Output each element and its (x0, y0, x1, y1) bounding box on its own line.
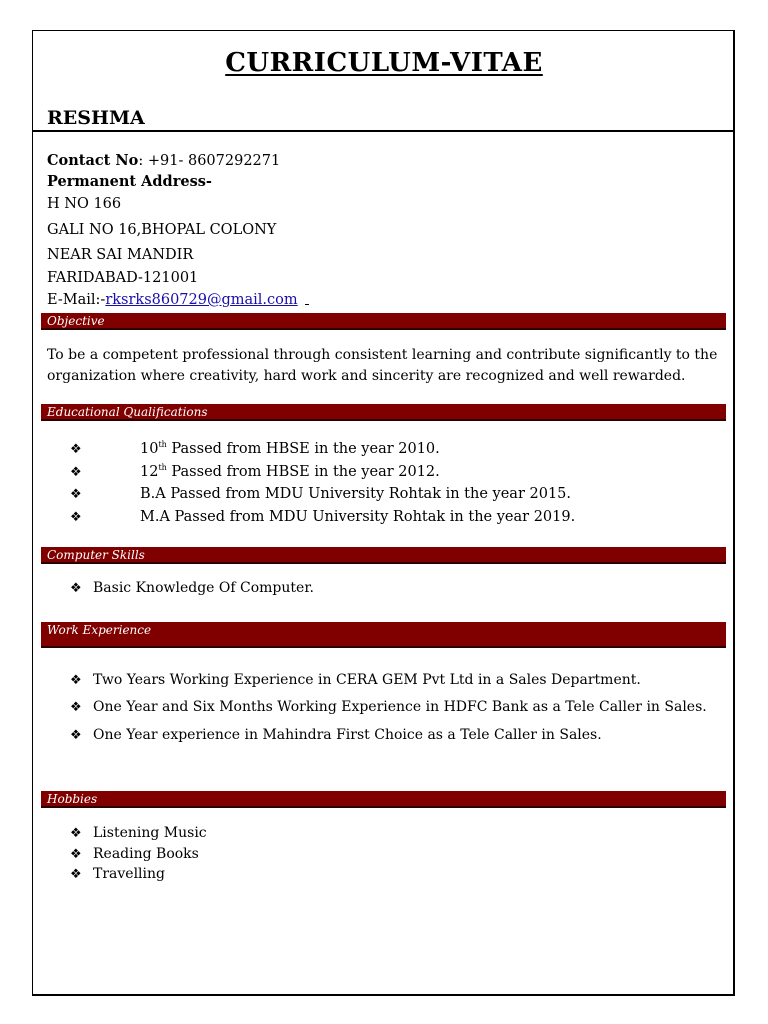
bullet-icon: ❖ (70, 441, 82, 457)
bullet-icon: ❖ (70, 700, 82, 715)
bullet-icon: ❖ (70, 510, 82, 525)
hobby-item: ❖ Listening Music (70, 825, 207, 841)
bullet-icon: ❖ (70, 847, 82, 862)
bullet-icon: ❖ (70, 728, 82, 743)
bullet-icon: ❖ (70, 673, 82, 688)
bullet-icon: ❖ (70, 867, 82, 882)
bullet-icon: ❖ (70, 464, 82, 480)
address-line: FARIDABAD-121001 (47, 270, 199, 286)
section-heading: Hobbies (47, 792, 98, 806)
contact-phone (47, 152, 280, 170)
section-heading: Work Experience (47, 623, 152, 637)
section-bar-objective (41, 313, 726, 330)
education-item: ❖ 12th Passed from HBSE in the year 2012. (70, 463, 440, 480)
section-bar-hobbies (41, 791, 726, 808)
section-heading: Computer Skills (47, 548, 145, 562)
bullet-icon: ❖ (70, 581, 82, 596)
section-bar-work-experience (41, 622, 726, 648)
address-label: Permanent Address- (47, 173, 212, 190)
objective-text: To be a competent professional through consistent learning and contribute significantly to the organization where creativity, hard work and sincerity are recognized and well rewarded. (47, 347, 718, 384)
text-cursor-mark (305, 304, 309, 305)
email-label: E-Mail:- (47, 292, 106, 308)
education-item: ❖ 10th Passed from HBSE in the year 2010. (70, 440, 440, 457)
section-bar-education (41, 404, 726, 421)
section-bar-computer-skills (41, 547, 726, 564)
bullet-icon: ❖ (70, 487, 82, 502)
phone-value: : +91- 8607292271 (138, 153, 281, 169)
document-title: CURRICULUM-VITAE (225, 48, 543, 78)
education-item: ❖ B.A Passed from MDU University Rohtak in the year 2015. (70, 486, 572, 502)
address-line: GALI NO 16,BHOPAL COLONY (47, 222, 277, 238)
bullet-icon: ❖ (70, 826, 82, 841)
work-item: ❖ One Year and Six Months Working Experience in HDFC Bank as a Tele Caller in Sales. (70, 699, 707, 715)
section-heading: Educational Qualifications (47, 405, 208, 419)
section-heading: Objective (47, 314, 105, 328)
name-divider (33, 130, 733, 132)
candidate-name: RESHMA (47, 107, 145, 129)
hobby-item: ❖ Reading Books (70, 846, 199, 862)
skill-item: ❖ Basic Knowledge Of Computer. (70, 580, 314, 596)
work-item: ❖ One Year experience in Mahindra First Choice as a Tele Caller in Sales. (70, 727, 602, 743)
address-line: H NO 166 (47, 196, 122, 212)
phone-label: Contact No (47, 152, 139, 169)
address-line: NEAR SAI MANDIR (47, 247, 194, 263)
email-link[interactable]: rksrks860729@gmail.com (105, 292, 298, 308)
hobby-item: ❖ Travelling (70, 866, 165, 882)
contact-email (47, 291, 298, 309)
work-item: ❖ Two Years Working Experience in CERA GEM Pvt Ltd in a Sales Department. (70, 672, 641, 688)
education-item: ❖ M.A Passed from MDU University Rohtak in the year 2019. (70, 509, 576, 525)
